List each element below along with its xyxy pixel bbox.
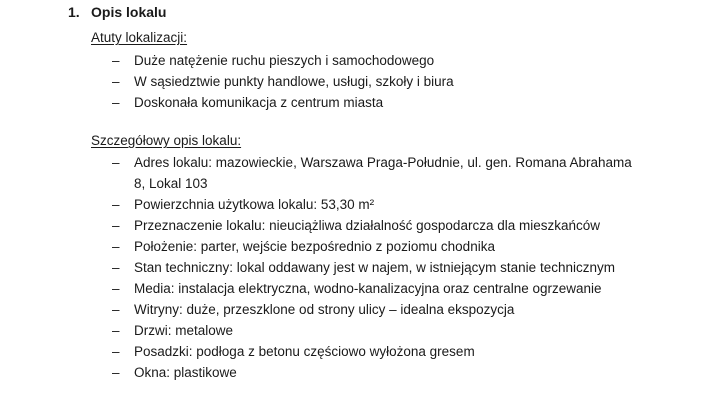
list-item — [112, 299, 632, 320]
list-item-text: Posadzki: podłoga z betonu częściowo wyłożona gresem — [134, 344, 475, 359]
list-item-text: Drzwi: metalowe — [134, 323, 234, 338]
list-item-text: Duże natężenie ruchu pieszych i samochodowego — [134, 53, 435, 68]
list-item — [112, 257, 632, 278]
list-item-text: Powierzchnia użytkowa lokalu: 53,30 m² — [134, 197, 375, 212]
atuty-list — [112, 50, 454, 113]
list-item-address — [112, 152, 632, 194]
dash-bullet: – — [112, 74, 120, 89]
list-item — [112, 215, 632, 236]
section-title: Opis lokalu — [91, 4, 167, 20]
list-item — [112, 362, 632, 383]
list-item — [112, 50, 454, 71]
dash-bullet: – — [112, 365, 120, 380]
szczegoly-heading: Szczegółowy opis lokalu: — [91, 133, 242, 148]
list-item-text: Okna: plastikowe — [134, 365, 237, 380]
address-line-1: Adres lokalu: mazowieckie, Warszawa Praga-Południe, ul. gen. Romana Abrahama — [134, 155, 632, 170]
list-item-text: Przeznaczenie lokalu: nieuciążliwa działalność gospodarcza dla mieszkańców — [134, 218, 600, 233]
dash-bullet: – — [112, 302, 120, 317]
atuty-heading: Atuty lokalizacji: — [91, 30, 188, 45]
address-line-2: 8, Lokal 103 — [134, 176, 208, 191]
list-item — [112, 320, 632, 341]
list-item — [112, 71, 454, 92]
dash-bullet: – — [112, 155, 120, 170]
list-item — [112, 92, 454, 113]
list-item-text: W sąsiedztwie punkty handlowe, usługi, szkoły i biura — [134, 74, 454, 89]
list-item-text: Witryny: duże, przeszklone od strony ulicy – idealna ekspozycja — [134, 302, 515, 317]
list-item-text: Stan techniczny: lokal oddawany jest w najem, w istniejącym stanie technicznym — [134, 260, 615, 275]
dash-bullet: – — [112, 323, 120, 338]
list-item — [112, 341, 632, 362]
dash-bullet: – — [112, 344, 120, 359]
dash-bullet: – — [112, 53, 120, 68]
section-heading — [68, 2, 166, 22]
dash-bullet: – — [112, 95, 120, 110]
section-number: 1. — [68, 4, 80, 20]
list-item-text: Położenie: parter, wejście bezpośrednio z poziomu chodnika — [134, 239, 495, 254]
szczegoly-list — [112, 152, 632, 383]
list-item — [112, 194, 632, 215]
list-item-text: Media: instalacja elektryczna, wodno-kanalizacyjna oraz centralne ogrzewanie — [134, 281, 602, 296]
dash-bullet: – — [112, 281, 120, 296]
dash-bullet: – — [112, 260, 120, 275]
list-item-text: Doskonała komunikacja z centrum miasta — [134, 95, 384, 110]
dash-bullet: – — [112, 218, 120, 233]
dash-bullet: – — [112, 197, 120, 212]
list-item — [112, 236, 632, 257]
dash-bullet: – — [112, 239, 120, 254]
list-item — [112, 278, 632, 299]
